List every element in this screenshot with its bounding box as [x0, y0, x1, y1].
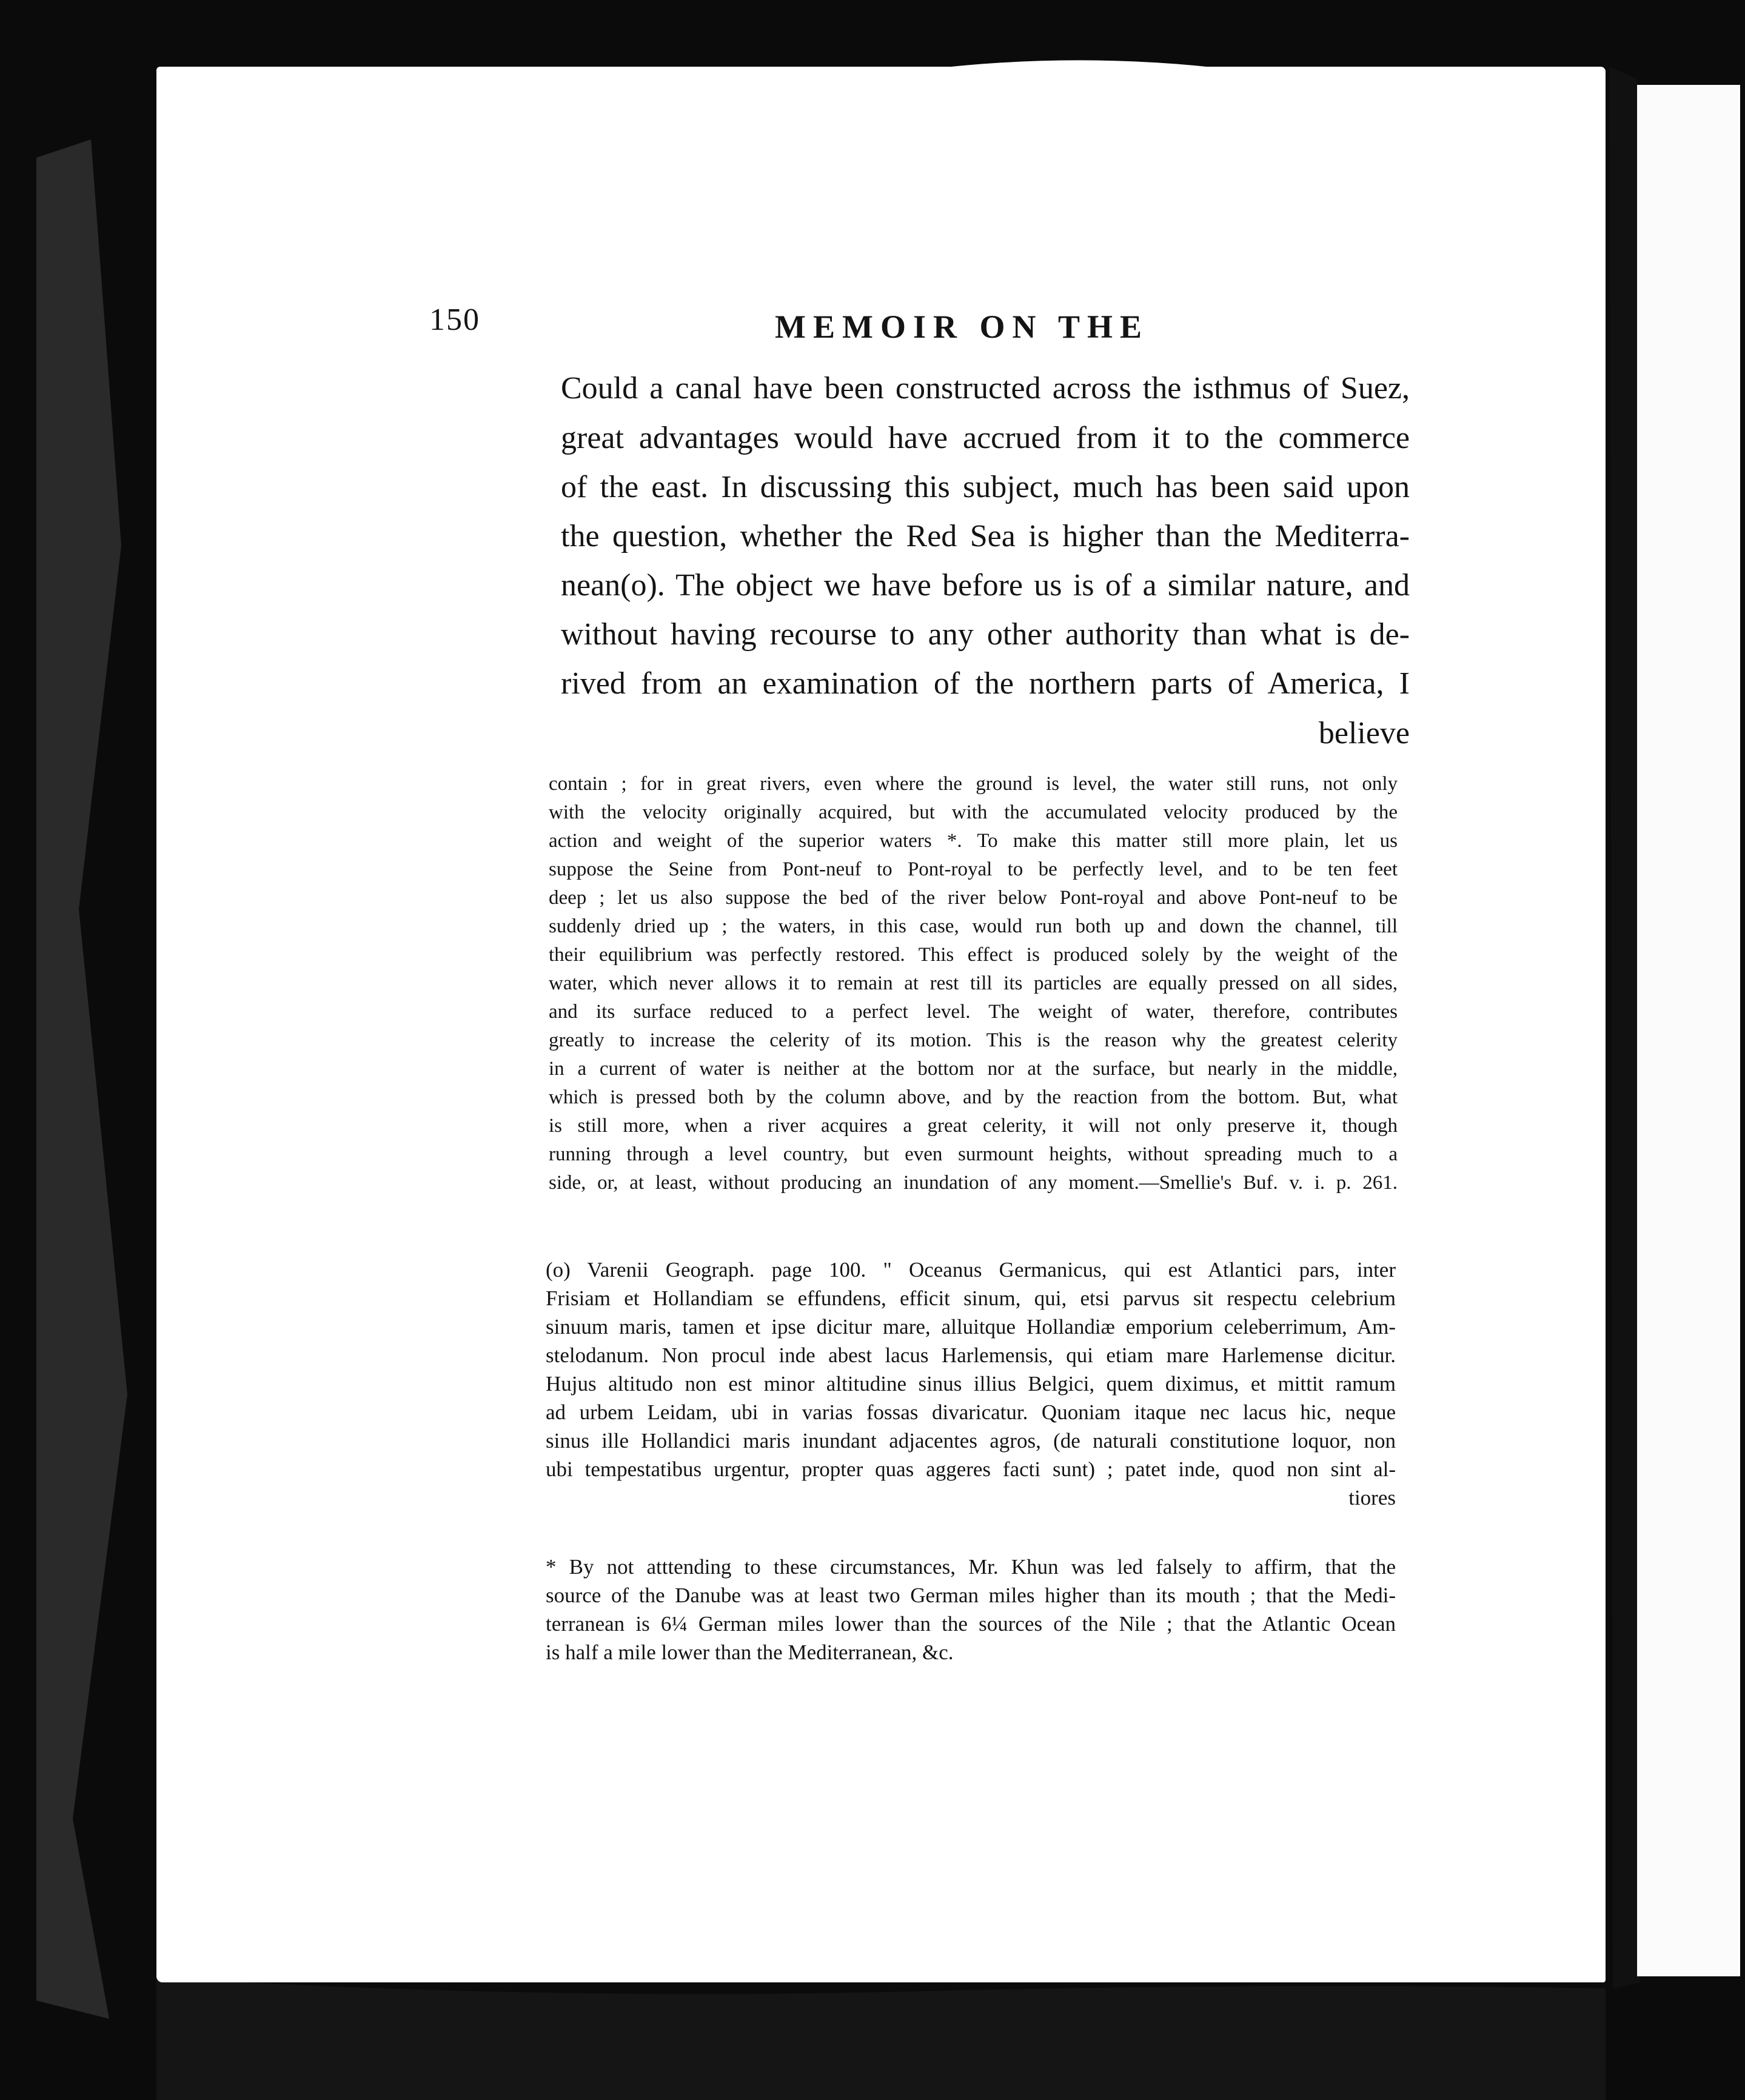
note-line: running through a level country, but even surmount heights, without spreading much to a: [549, 1143, 1398, 1165]
facing-page-edge: [1637, 85, 1740, 1976]
note-line: action and weight of the superior waters *. To make this matter still more plain, let us: [549, 830, 1398, 852]
footnote-o-line: Frisiam et Hollandiam se effundens, efficit sinum, qui, etsi parvus sit respectu celebrium: [546, 1286, 1396, 1310]
footnote-o-line: ubi tempestatibus urgentur, propter quas aggeres facti sunt) ; patet inde, quod non sint al-: [546, 1457, 1396, 1481]
footnote-star-line: terranean is 6¼ German miles lower than the sources of the Nile ; that the Atlantic Ocean: [546, 1612, 1396, 1636]
body-line: Could a canal have been constructed across the isthmus of Suez,: [561, 371, 1410, 406]
body-line: nean(o). The object we have before us is of a similar nature, and: [561, 568, 1410, 603]
note-line: their equilibrium was perfectly restored. This effect is produced solely by the weight of the: [549, 944, 1398, 966]
footnote-o-line: sinuum maris, tamen et ipse dicitur mare, alluitque Hollandiæ emporium celeberrimum, Am-: [546, 1315, 1396, 1339]
footnote-o-catchword: tiores: [1348, 1486, 1396, 1510]
note-line: and its surface reduced to a perfect level. The weight of water, therefore, contributes: [549, 1001, 1398, 1023]
body-line: rived from an examination of the northern parts of America, I: [561, 666, 1410, 701]
footnote-star-line: * By not atttending to these circumstances, Mr. Khun was led falsely to affirm, that the: [546, 1555, 1396, 1579]
footnote-o-line: (o) Varenii Geograph. page 100. " Oceanus Germanicus, qui est Atlantici pars, inter: [546, 1258, 1396, 1282]
note-line: in a current of water is neither at the bottom nor at the surface, but nearly in the middle,: [549, 1058, 1398, 1080]
body-line: great advantages would have accrued from it to the commerce: [561, 421, 1410, 455]
note-line: water, which never allows it to remain at rest till its particles are equally pressed on all sides,: [549, 972, 1398, 994]
body-line: the question, whether the Red Sea is higher than the Mediterra-: [561, 519, 1410, 553]
footnote-star-line: is half a mile lower than the Mediterranean, &c.: [546, 1640, 954, 1664]
running-head: MEMOIR ON THE: [775, 309, 1150, 345]
note-line: side, or, at least, without producing an inundation of any moment.—Smellie's Buf. v. i. p. 261.: [549, 1172, 1398, 1194]
body-line: without having recourse to any other authority than what is de-: [561, 617, 1410, 652]
catchword: believe: [1318, 716, 1410, 751]
footnote-o-line: ad urbem Leidam, ubi in varias fossas divaricatur. Quoniam itaque nec lacus hic, neque: [546, 1400, 1396, 1424]
note-line: suppose the Seine from Pont-neuf to Pont-royal to be perfectly level, and to be ten feet: [549, 858, 1398, 880]
footnote-o-line: stelodanum. Non procul inde abest lacus Harlemensis, qui etiam mare Harlemense dicitur.: [546, 1343, 1396, 1367]
note-line: is still more, when a river acquires a great celerity, it will not only preserve it, though: [549, 1115, 1398, 1137]
page-number: 150: [429, 303, 480, 337]
note-line: with the velocity originally acquired, but with the accumulated velocity produced by the: [549, 801, 1398, 823]
note-line: contain ; for in great rivers, even where the ground is level, the water still runs, not only: [549, 773, 1398, 795]
note-line: which is pressed both by the column above, and by the reaction from the bottom. But, what: [549, 1086, 1398, 1108]
note-line: greatly to increase the celerity of its motion. This is the reason why the greatest celerity: [549, 1029, 1398, 1051]
footnote-o-line: sinus ille Hollandici maris inundant adjacentes agros, (de naturali constitutione loquor, non: [546, 1429, 1396, 1453]
footnote-star-line: source of the Danube was at least two German miles higher than its mouth ; that the Medi-: [546, 1583, 1396, 1607]
binding-edge: [1610, 67, 1640, 1988]
bottom-shadow: [156, 1978, 1606, 2100]
body-line: of the east. In discussing this subject, much has been said upon: [561, 470, 1410, 504]
footnote-o-line: Hujus altitudo non est minor altitudine sinus illius Belgici, quem diximus, et mittit ramum: [546, 1372, 1396, 1396]
note-line: suddenly dried up ; the waters, in this case, would run both up and down the channel, till: [549, 915, 1398, 937]
note-line: deep ; let us also suppose the bed of the river below Pont-royal and above Pont-neuf to be: [549, 887, 1398, 909]
book-page: [156, 67, 1606, 1982]
